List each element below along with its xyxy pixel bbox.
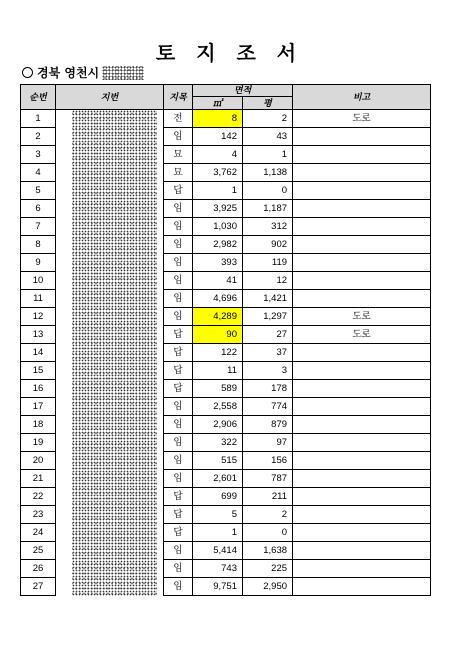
remarks-cell	[293, 506, 431, 524]
area-sqm-cell: 3,925	[193, 200, 243, 218]
remarks-cell	[293, 416, 431, 434]
land-type-cell: 임	[164, 452, 193, 470]
remarks-cell	[293, 452, 431, 470]
area-pyeong-cell: 1,297	[243, 308, 293, 326]
seq-cell: 5	[21, 182, 56, 200]
header-sqm: ㎡	[193, 97, 243, 110]
area-sqm-cell: 743	[193, 560, 243, 578]
remarks-cell	[293, 236, 431, 254]
remarks-cell	[293, 470, 431, 488]
land-type-cell: 묘	[164, 146, 193, 164]
land-type-cell: 임	[164, 416, 193, 434]
area-sqm-cell: 2,982	[193, 236, 243, 254]
remarks-cell: 도로	[293, 110, 431, 128]
area-sqm-cell: 122	[193, 344, 243, 362]
seq-cell: 7	[21, 218, 56, 236]
header-land-type: 지목	[164, 85, 193, 110]
remarks-cell	[293, 434, 431, 452]
seq-cell: 17	[21, 398, 56, 416]
seq-cell: 20	[21, 452, 56, 470]
remarks-cell	[293, 578, 431, 596]
document-title: 토 지 조 서	[155, 41, 304, 65]
area-pyeong-cell: 156	[243, 452, 293, 470]
area-sqm-cell: 393	[193, 254, 243, 272]
area-pyeong-cell: 27	[243, 326, 293, 344]
seq-cell: 19	[21, 434, 56, 452]
land-type-cell: 답	[164, 488, 193, 506]
area-sqm-cell: 4	[193, 146, 243, 164]
land-type-cell: 임	[164, 434, 193, 452]
area-sqm-cell: 5,414	[193, 542, 243, 560]
area-pyeong-cell: 2	[243, 110, 293, 128]
remarks-cell	[293, 200, 431, 218]
area-pyeong-cell: 0	[243, 524, 293, 542]
header-parcel: 지번	[56, 85, 164, 110]
seq-cell: 2	[21, 128, 56, 146]
area-pyeong-cell: 37	[243, 344, 293, 362]
area-pyeong-cell: 119	[243, 254, 293, 272]
land-type-cell: 임	[164, 254, 193, 272]
table-row	[21, 110, 431, 128]
area-sqm-cell: 2,558	[193, 398, 243, 416]
seq-cell: 18	[21, 416, 56, 434]
seq-cell: 14	[21, 344, 56, 362]
remarks-cell: 도로	[293, 308, 431, 326]
land-type-cell: 임	[164, 272, 193, 290]
seq-cell: 9	[21, 254, 56, 272]
area-sqm-cell: 2,906	[193, 416, 243, 434]
seq-cell: 24	[21, 524, 56, 542]
area-sqm-cell: 142	[193, 128, 243, 146]
land-type-cell: 임	[164, 542, 193, 560]
area-pyeong-cell: 787	[243, 470, 293, 488]
seq-cell: 21	[21, 470, 56, 488]
remarks-cell	[293, 218, 431, 236]
area-pyeong-cell: 211	[243, 488, 293, 506]
area-pyeong-cell: 1,187	[243, 200, 293, 218]
area-sqm-cell: 589	[193, 380, 243, 398]
land-type-cell: 답	[164, 362, 193, 380]
area-pyeong-cell: 43	[243, 128, 293, 146]
area-pyeong-cell: 774	[243, 398, 293, 416]
remarks-cell	[293, 398, 431, 416]
seq-cell: 3	[21, 146, 56, 164]
area-pyeong-cell: 178	[243, 380, 293, 398]
land-type-cell: 답	[164, 524, 193, 542]
seq-cell: 25	[21, 542, 56, 560]
region-label: 경북 영천시	[37, 66, 100, 80]
area-sqm-cell: 1	[193, 182, 243, 200]
land-type-cell: 임	[164, 200, 193, 218]
remarks-cell	[293, 380, 431, 398]
area-sqm-cell: 8	[193, 110, 243, 128]
land-type-cell: 임	[164, 218, 193, 236]
land-type-cell: 임	[164, 308, 193, 326]
area-pyeong-cell: 2,950	[243, 578, 293, 596]
area-sqm-cell: 90	[193, 326, 243, 344]
region-heading	[22, 64, 144, 81]
area-sqm-cell: 41	[193, 272, 243, 290]
remarks-cell	[293, 560, 431, 578]
parcel-cell	[56, 110, 164, 596]
redacted-parcel-numbers	[72, 110, 157, 596]
seq-cell: 13	[21, 326, 56, 344]
seq-cell: 4	[21, 164, 56, 182]
land-type-cell: 임	[164, 398, 193, 416]
remarks-cell	[293, 290, 431, 308]
area-sqm-cell: 3,762	[193, 164, 243, 182]
remarks-cell	[293, 488, 431, 506]
land-type-cell: 임	[164, 236, 193, 254]
land-survey-table	[20, 84, 431, 596]
remarks-cell	[293, 272, 431, 290]
circle-bullet-icon	[22, 67, 33, 78]
seq-cell: 11	[21, 290, 56, 308]
seq-cell: 8	[21, 236, 56, 254]
area-sqm-cell: 322	[193, 434, 243, 452]
area-sqm-cell: 1,030	[193, 218, 243, 236]
land-type-cell: 답	[164, 506, 193, 524]
area-sqm-cell: 2,601	[193, 470, 243, 488]
area-pyeong-cell: 879	[243, 416, 293, 434]
area-sqm-cell: 4,696	[193, 290, 243, 308]
area-pyeong-cell: 1,138	[243, 164, 293, 182]
header-remarks: 비고	[293, 85, 431, 110]
remarks-cell	[293, 254, 431, 272]
land-type-cell: 답	[164, 344, 193, 362]
remarks-cell	[293, 164, 431, 182]
area-sqm-cell: 5	[193, 506, 243, 524]
area-sqm-cell: 11	[193, 362, 243, 380]
area-pyeong-cell: 225	[243, 560, 293, 578]
area-pyeong-cell: 12	[243, 272, 293, 290]
remarks-cell	[293, 542, 431, 560]
redacted-address	[102, 66, 144, 80]
land-type-cell: 임	[164, 128, 193, 146]
remarks-cell	[293, 524, 431, 542]
seq-cell: 16	[21, 380, 56, 398]
land-type-cell: 답	[164, 182, 193, 200]
area-pyeong-cell: 2	[243, 506, 293, 524]
remarks-cell	[293, 344, 431, 362]
header-seq: 순번	[21, 85, 56, 110]
area-sqm-cell: 699	[193, 488, 243, 506]
seq-cell: 27	[21, 578, 56, 596]
land-type-cell: 묘	[164, 164, 193, 182]
area-sqm-cell: 9,751	[193, 578, 243, 596]
seq-cell: 23	[21, 506, 56, 524]
land-type-cell: 전	[164, 110, 193, 128]
area-pyeong-cell: 1,638	[243, 542, 293, 560]
seq-cell: 26	[21, 560, 56, 578]
seq-cell: 12	[21, 308, 56, 326]
seq-cell: 15	[21, 362, 56, 380]
area-pyeong-cell: 3	[243, 362, 293, 380]
area-pyeong-cell: 1,421	[243, 290, 293, 308]
table-body	[21, 110, 431, 596]
area-sqm-cell: 4,289	[193, 308, 243, 326]
land-type-cell: 임	[164, 290, 193, 308]
remarks-cell	[293, 182, 431, 200]
area-sqm-cell: 1	[193, 524, 243, 542]
area-pyeong-cell: 902	[243, 236, 293, 254]
land-type-cell: 답	[164, 380, 193, 398]
header-area: 면적	[193, 85, 293, 97]
remarks-cell	[293, 362, 431, 380]
land-type-cell: 임	[164, 578, 193, 596]
seq-cell: 22	[21, 488, 56, 506]
seq-cell: 10	[21, 272, 56, 290]
remarks-cell	[293, 146, 431, 164]
header-pyeong: 평	[243, 97, 293, 110]
remarks-cell: 도로	[293, 326, 431, 344]
area-pyeong-cell: 312	[243, 218, 293, 236]
seq-cell: 6	[21, 200, 56, 218]
seq-cell: 1	[21, 110, 56, 128]
land-type-cell: 임	[164, 560, 193, 578]
area-pyeong-cell: 97	[243, 434, 293, 452]
area-pyeong-cell: 0	[243, 182, 293, 200]
area-pyeong-cell: 1	[243, 146, 293, 164]
remarks-cell	[293, 128, 431, 146]
area-sqm-cell: 515	[193, 452, 243, 470]
land-type-cell: 답	[164, 326, 193, 344]
land-type-cell: 임	[164, 470, 193, 488]
